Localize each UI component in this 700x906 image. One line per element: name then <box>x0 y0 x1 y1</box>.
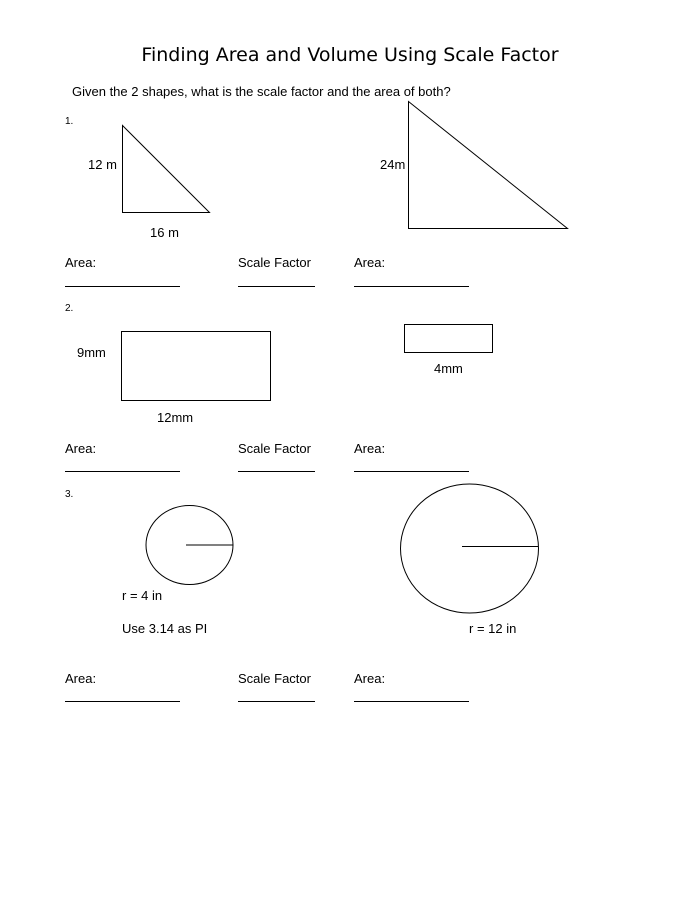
problem-number: 2. <box>65 303 74 314</box>
page-title: Finding Area and Volume Using Scale Factor <box>141 44 559 66</box>
small-triangle-base-label: 16 m <box>150 225 179 240</box>
large-rectangle-width-label: 12mm <box>157 410 194 425</box>
small-rectangle-width-label: 4mm <box>434 361 463 376</box>
problem-number: 3. <box>65 489 74 500</box>
large-triangle-height-label: 24m <box>380 157 406 172</box>
area-label-small: Area: <box>65 255 97 270</box>
scale-factor-label: Scale Factor <box>238 255 311 270</box>
area-label-large: Area: <box>354 255 386 270</box>
small-triangle-height-label: 12 m <box>88 157 117 172</box>
area-label-small: Area: <box>65 671 97 686</box>
scale-factor-label: Scale Factor <box>238 671 311 686</box>
area-label-large: Area: <box>65 441 97 456</box>
small-circle-radius-label: r = 4 in <box>122 588 163 603</box>
pi-note: Use 3.14 as PI <box>122 621 208 636</box>
area-answer-line-small[interactable] <box>65 701 180 702</box>
area-label-small: Area: <box>354 441 386 456</box>
problem-number: 1. <box>65 116 74 127</box>
area-label-large: Area: <box>354 671 386 686</box>
large-rectangle-height-label: 9mm <box>77 345 106 360</box>
instructions: Given the 2 shapes, what is the scale factor and the area of both? <box>72 84 451 99</box>
scale-factor-label: Scale Factor <box>238 441 311 456</box>
large-circle-radius-label: r = 12 in <box>469 621 517 636</box>
area-answer-line-large[interactable] <box>354 701 469 702</box>
scale-factor-answer-line[interactable] <box>238 701 315 702</box>
